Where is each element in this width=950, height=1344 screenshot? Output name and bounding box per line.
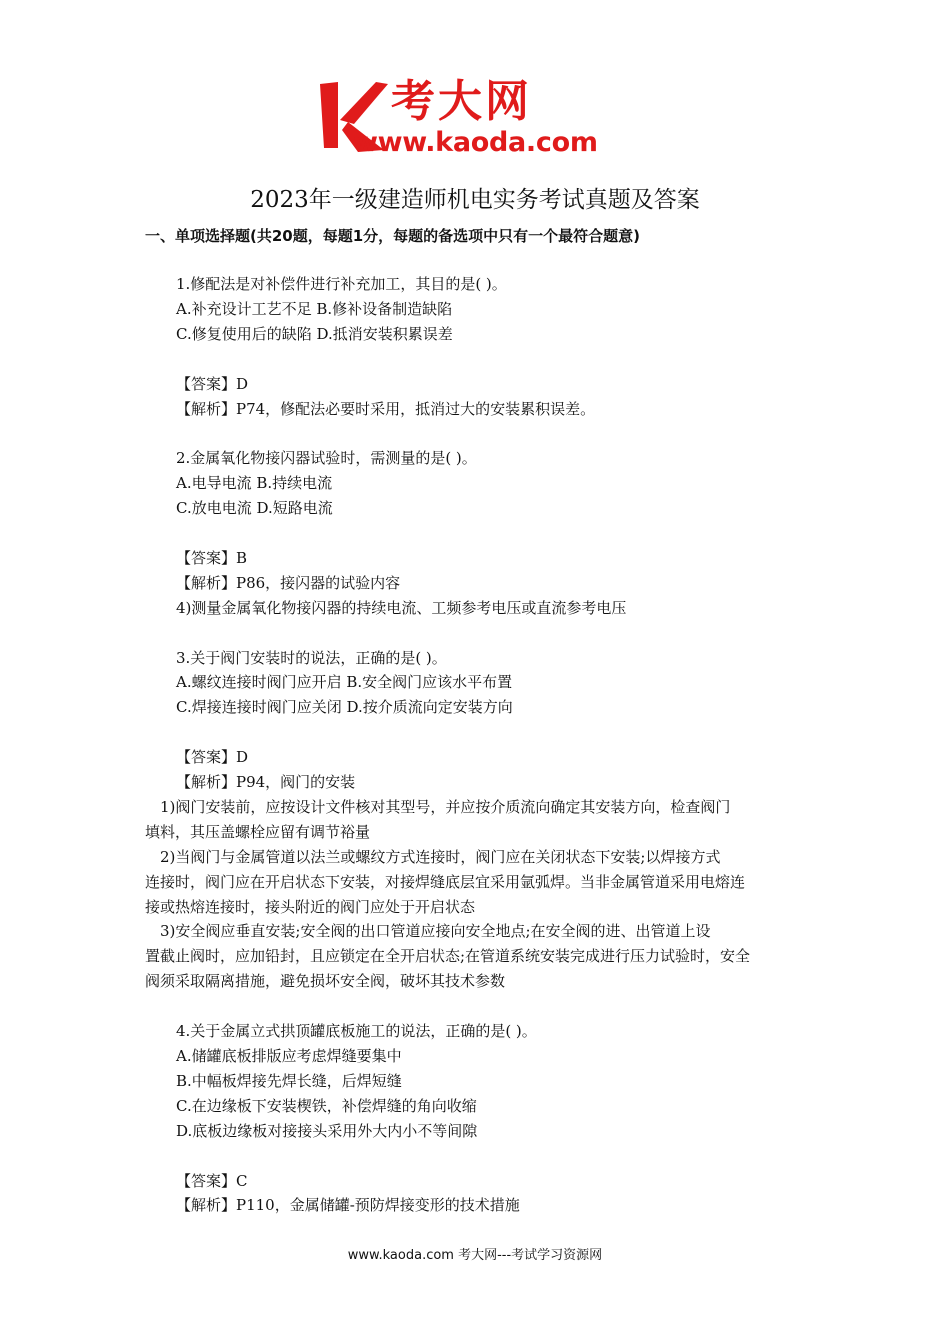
logo-url-text: www.kaoda.com — [353, 127, 598, 158]
question-option: A.螺纹连接时阀门应开启 B.安全阀门应该水平布置 — [176, 673, 513, 692]
analysis-paragraph-line: 阀须采取隔离措施，避免损坏安全阀，破坏其技术参数 — [145, 972, 506, 991]
kaoda-logo — [318, 78, 638, 164]
analysis-line: 【解析】P74，修配法必要时采用，抵消过大的安装累积误差。 — [176, 399, 596, 418]
section-heading: 一、单项选择题(共20题，每题1分，每题的备选项中只有一个最符合题意) — [145, 227, 641, 245]
question-option: A.补充设计工艺不足 B.修补设备制造缺陷 — [176, 299, 453, 318]
answer-line: 【答案】D — [176, 374, 249, 393]
question-stem: 1.修配法是对补偿件进行补充加工，其目的是( )。 — [176, 275, 507, 293]
question-option: C.放电电流 D.短路电流 — [176, 499, 333, 518]
analysis-line: 4)测量金属氧化物接闪器的持续电流、工频参考电压或直流参考电压 — [176, 598, 627, 617]
analysis-paragraph-line: 置截止阀时，应加铅封，且应锁定在全开启状态;在管道系统安装完成进行压力试验时，安全 — [145, 947, 751, 966]
answer-line: 【答案】C — [176, 1171, 248, 1190]
question-option: A.电导电流 B.持续电流 — [176, 474, 333, 493]
question-option: C.在边缘板下安装楔铁，补偿焊缝的角向收缩 — [176, 1096, 477, 1115]
analysis-paragraph-line: 1)阀门安装前，应按设计文件核对其型号，并应按介质流向确定其安装方向，检查阀门 — [145, 797, 731, 816]
analysis-paragraph-line: 3)安全阀应垂直安装;安全阀的出口管道应接向安全地点;在安全阀的进、出管道上设 — [145, 922, 711, 941]
analysis-line: 【解析】P86，接闪器的试验内容 — [176, 573, 401, 592]
question-stem: 4.关于金属立式拱顶罐底板施工的说法，正确的是( )。 — [176, 1022, 537, 1041]
analysis-paragraph-line: 填料，其压盖螺栓应留有调节裕量 — [145, 822, 371, 841]
answer-line: 【答案】D — [176, 748, 249, 767]
analysis-paragraph-line: 2)当阀门与金属管道以法兰或螺纹方式连接时，阀门应在关闭状态下安装;以焊接方式 — [145, 847, 721, 866]
page-title: 2023年一级建造师机电实务考试真题及答案 — [250, 187, 700, 213]
question-option: C.修复使用后的缺陷 D.抵消安装积累误差 — [176, 324, 453, 343]
question-option: B.中幅板焊接先焊长缝，后焊短缝 — [176, 1071, 402, 1090]
analysis-paragraph-line: 接或热熔连接时，接头附近的阀门应处于开启状态 — [145, 897, 476, 916]
analysis-paragraph-line: 连接时，阀门应在开启状态下安装，对接焊缝底层宜采用氩弧焊。当非金属管道采用电熔连 — [145, 872, 746, 891]
page-footer: www.kaoda.com 考大网---考试学习资源网 — [347, 1248, 603, 1263]
question-stem: 2.金属氧化物接闪器试验时，需测量的是( )。 — [176, 449, 477, 468]
question-option: A.储罐底板排版应考虑焊缝要集中 — [176, 1047, 402, 1065]
question-option: D.底板边缘板对接接头采用外大内小不等间隙 — [176, 1121, 478, 1140]
logo-brand-text: 考大网 — [391, 76, 532, 127]
question-stem: 3.关于阀门安装时的说法，正确的是( )。 — [176, 648, 447, 667]
analysis-line: 【解析】P110，金属储罐-预防焊接变形的技术措施 — [176, 1196, 520, 1215]
question-option: C.焊接连接时阀门应关闭 D.按介质流向定安装方向 — [176, 698, 513, 717]
analysis-line: 【解析】P94，阀门的安装 — [176, 773, 356, 792]
document-body — [145, 272, 810, 1218]
answer-line: 【答案】B — [176, 548, 248, 567]
